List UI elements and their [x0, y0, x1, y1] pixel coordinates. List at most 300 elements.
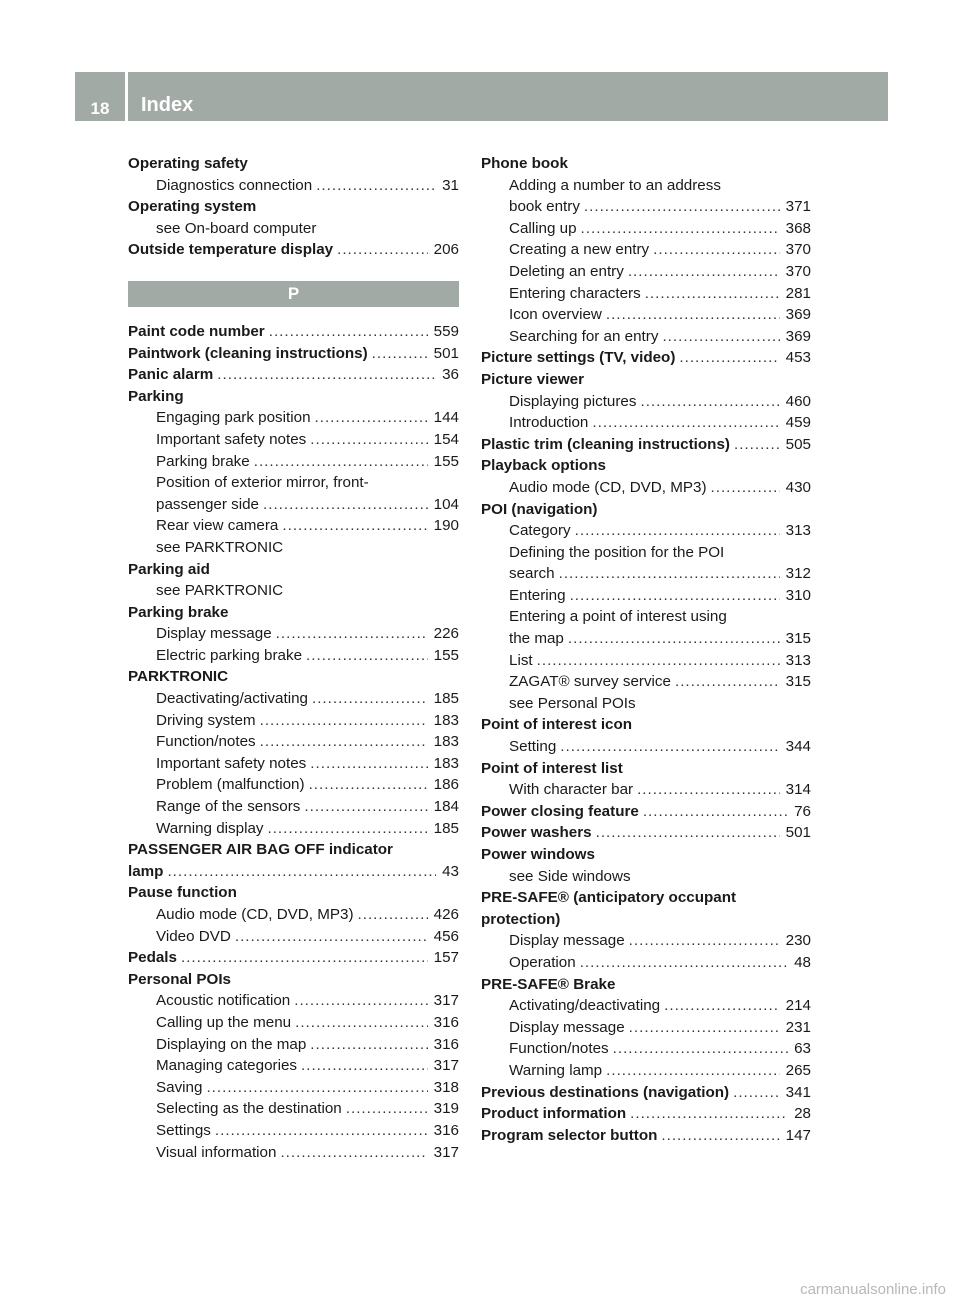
entry-label: see Personal POIs [509, 694, 636, 712]
page-ref: 154 [433, 430, 459, 448]
entry-label: Parking brake [156, 452, 250, 470]
page-ref: 460 [785, 392, 811, 410]
index-subentry [481, 304, 811, 326]
entry-label: book entry [509, 198, 580, 216]
entry-label: Diagnostics connection [156, 176, 313, 194]
entry-label: Calling up [509, 219, 577, 237]
entry-label: Pedals [128, 949, 177, 967]
index-subentry [128, 731, 459, 753]
entry-label: Display message [509, 1018, 625, 1036]
index-subentry [481, 391, 811, 413]
entry-label: Defining the position for the POI [509, 543, 725, 561]
entry-label: Program selector button [481, 1126, 658, 1144]
page-ref: 230 [785, 932, 811, 950]
dot-leader [312, 688, 428, 710]
entry-label: Audio mode (CD, DVD, MP3) [509, 478, 707, 496]
page-ref: 36 [442, 366, 459, 384]
page-ref: 344 [785, 738, 811, 756]
entry-label: Paintwork (cleaning instructions) [128, 344, 368, 362]
dot-leader [306, 645, 428, 667]
entry-label: Position of exterior mirror, front- [156, 474, 369, 492]
index-entry [128, 969, 459, 991]
entry-label: Electric parking brake [156, 646, 303, 664]
index-entry [128, 839, 459, 861]
dot-leader [734, 434, 780, 456]
index-entry [128, 666, 459, 688]
index-entry [481, 1082, 811, 1104]
entry-label: Function/notes [509, 1040, 609, 1058]
page-ref: 313 [785, 522, 811, 540]
entry-label: Visual information [156, 1143, 277, 1161]
entry-label: Entering a point of interest using [509, 608, 727, 626]
dot-leader [606, 1060, 780, 1082]
entry-label: Point of interest list [481, 759, 623, 777]
page-ref: 183 [433, 733, 459, 751]
index-subentry [481, 261, 811, 283]
index-entry [128, 364, 459, 386]
dot-leader [592, 412, 779, 434]
index-subentry [128, 218, 459, 240]
dot-leader [537, 650, 780, 672]
page-ref: 310 [785, 586, 811, 604]
index-subentry [128, 645, 459, 667]
index-subentry [481, 196, 811, 218]
entry-label: Deleting an entry [509, 262, 624, 280]
entry-label: Activating/deactivating [509, 997, 661, 1015]
entry-label: Product information [481, 1105, 627, 1123]
page-ref: 316 [433, 1013, 459, 1031]
entry-label: Paint code number [128, 322, 265, 340]
index-entry [128, 239, 459, 261]
entry-label: Picture viewer [481, 370, 584, 388]
page-ref: 315 [785, 673, 811, 691]
page-ref: 190 [433, 517, 459, 535]
entry-label: PASSENGER AIR BAG OFF indicator [128, 841, 393, 859]
index-subentry [481, 628, 811, 650]
index-subentry [481, 1038, 811, 1060]
index-subentry [481, 585, 811, 607]
index-subentry [128, 494, 459, 516]
dot-leader [580, 952, 788, 974]
dot-leader [301, 1055, 428, 1077]
entry-label: search [509, 565, 555, 583]
entry-label: PRE-SAFE® Brake [481, 975, 616, 993]
entry-label: Operating system [128, 198, 257, 216]
index-subentry [481, 239, 811, 261]
entry-label: Warning lamp [509, 1061, 603, 1079]
page-ref: 370 [785, 241, 811, 259]
entry-label: Range of the sensors [156, 798, 301, 816]
page-ref: 501 [785, 824, 811, 842]
page-ref: 316 [433, 1121, 459, 1139]
index-subentry [481, 175, 811, 197]
index-entry [128, 947, 459, 969]
entry-label: Important safety notes [156, 430, 307, 448]
entry-label: Warning display [156, 819, 264, 837]
left-entries-after-band [128, 321, 459, 1163]
entry-label: Displaying on the map [156, 1035, 307, 1053]
index-entry [128, 559, 459, 581]
index-subentry [128, 1077, 459, 1099]
dot-leader [629, 1017, 780, 1039]
page-ref: 185 [433, 690, 459, 708]
dot-leader [346, 1098, 428, 1120]
index-subentry [481, 952, 811, 974]
index-entry [128, 196, 459, 218]
dot-leader [575, 520, 780, 542]
entry-label: Important safety notes [156, 754, 307, 772]
index-subentry [128, 580, 459, 602]
index-subentry [481, 412, 811, 434]
entry-label: With character bar [509, 781, 634, 799]
entry-label: Plastic trim (cleaning instructions) [481, 435, 730, 453]
index-subentry [481, 283, 811, 305]
dot-leader [260, 710, 428, 732]
index-subentry [128, 796, 459, 818]
entry-label: Video DVD [156, 927, 231, 945]
index-subentry [481, 779, 811, 801]
index-column-left [128, 153, 459, 1163]
page-ref: 43 [442, 862, 459, 880]
entry-label: Driving system [156, 711, 256, 729]
index-entry [481, 801, 811, 823]
entry-label: Picture settings (TV, video) [481, 349, 676, 367]
entry-label: Panic alarm [128, 366, 214, 384]
watermark: carmanualsonline.info [800, 1281, 946, 1298]
dot-leader [568, 628, 780, 650]
dot-leader [217, 364, 436, 386]
index-subentry [481, 326, 811, 348]
entry-label: Acoustic notification [156, 992, 291, 1010]
entry-label: PRE-SAFE® (anticipatory occupant [481, 889, 737, 907]
index-entry [481, 822, 811, 844]
entry-label: see On-board computer [156, 219, 317, 237]
index-subentry [481, 995, 811, 1017]
dot-leader [310, 429, 427, 451]
entry-label: the map [509, 630, 564, 648]
index-subentry [128, 1055, 459, 1077]
entry-label: Creating a new entry [509, 241, 650, 259]
index-subentry [481, 563, 811, 585]
entry-label: Searching for an entry [509, 327, 659, 345]
page-ref: 312 [785, 565, 811, 583]
dot-leader [606, 304, 780, 326]
dot-leader [315, 407, 428, 429]
entry-label: Operation [509, 953, 576, 971]
index-entry [128, 386, 459, 408]
entry-label: protection) [481, 910, 561, 928]
entry-label: Power closing feature [481, 802, 639, 820]
dot-leader [570, 585, 780, 607]
entry-label: Parking aid [128, 560, 210, 578]
entry-label: Entering characters [509, 284, 641, 302]
index-entry [128, 882, 459, 904]
entry-label: Category [509, 522, 571, 540]
index-entry [128, 321, 459, 343]
entry-label: Previous destinations (navigation) [481, 1083, 730, 1101]
letter-band: P [128, 281, 459, 307]
dot-leader [653, 239, 780, 261]
entry-label: Engaging park position [156, 409, 311, 427]
index-subentry [481, 542, 811, 564]
page-ref: 369 [785, 327, 811, 345]
entry-label: passenger side [156, 495, 260, 513]
dot-leader [181, 947, 428, 969]
dot-leader [215, 1120, 428, 1142]
dot-leader [280, 1142, 427, 1164]
index-subentry [481, 1017, 811, 1039]
index-entry [481, 909, 811, 931]
page-ref: 430 [785, 478, 811, 496]
index-entry [128, 861, 459, 883]
dot-leader [267, 818, 427, 840]
page-ref: 214 [785, 997, 811, 1015]
index-subentry [481, 218, 811, 240]
dot-leader [637, 779, 780, 801]
index-subentry [128, 904, 459, 926]
index-subentry [128, 1012, 459, 1034]
dot-leader [664, 995, 780, 1017]
dot-leader [310, 753, 427, 775]
page-ref: 157 [433, 949, 459, 967]
entry-label: Outside temperature display [128, 241, 334, 259]
entry-label: Adding a number to an address [509, 176, 721, 194]
entry-label: see Side windows [509, 867, 631, 885]
page-ref: 206 [433, 241, 459, 259]
header-divider [125, 72, 128, 121]
index-subentry [481, 866, 811, 888]
page-ref: 459 [785, 414, 811, 432]
index-subentry [128, 688, 459, 710]
index-entry [481, 887, 811, 909]
entry-label: lamp [128, 862, 164, 880]
dot-leader [254, 451, 428, 473]
index-subentry [128, 1034, 459, 1056]
entry-label: Setting [509, 738, 557, 756]
page-ref: 155 [433, 646, 459, 664]
index-entry [481, 499, 811, 521]
index-subentry [481, 671, 811, 693]
index-subentry [481, 693, 811, 715]
page-ref: 426 [433, 906, 459, 923]
index-subentry [128, 407, 459, 429]
page-ref: 341 [785, 1083, 811, 1101]
entry-label: Selecting as the destination [156, 1100, 342, 1118]
dot-leader [679, 347, 779, 369]
page-ref: 319 [433, 1100, 459, 1118]
index-subentry [481, 520, 811, 542]
index-subentry [128, 175, 459, 197]
index-entry [481, 153, 811, 175]
index-entry [481, 974, 811, 996]
page-ref: 453 [785, 349, 811, 367]
entry-label: Point of interest icon [481, 716, 633, 734]
page-ref: 317 [433, 1143, 459, 1161]
dot-leader [645, 283, 780, 305]
index-entry [481, 1103, 811, 1125]
index-subentry [481, 606, 811, 628]
entry-label: Entering [509, 586, 566, 604]
dot-leader [263, 494, 428, 516]
index-subentry [128, 990, 459, 1012]
index-subentry [128, 1120, 459, 1142]
dot-leader [206, 1077, 427, 1099]
dot-leader [640, 391, 779, 413]
entry-label: Introduction [509, 414, 589, 432]
page-ref: 184 [433, 798, 459, 816]
index-subentry [128, 429, 459, 451]
dot-leader [372, 343, 428, 365]
entry-label: Audio mode (CD, DVD, MP3) [156, 906, 354, 923]
index-entry [481, 434, 811, 456]
entry-label: see PARKTRONIC [156, 582, 284, 600]
entry-label: Display message [156, 625, 272, 643]
page-ref: 63 [794, 1040, 811, 1058]
entry-label: PARKTRONIC [128, 668, 229, 686]
index-entry [481, 758, 811, 780]
page-ref: 144 [433, 409, 459, 427]
index-subentry [481, 650, 811, 672]
entry-label: Personal POIs [128, 970, 231, 988]
page-ref: 231 [785, 1018, 811, 1036]
dot-leader [559, 563, 780, 585]
page-ref: 370 [785, 262, 811, 280]
dot-leader [260, 731, 428, 753]
index-entry [481, 369, 811, 391]
dot-leader [581, 218, 780, 240]
dot-leader [282, 515, 427, 537]
page-ref: 316 [433, 1035, 459, 1053]
index-subentry [128, 623, 459, 645]
page-ref: 368 [785, 219, 811, 237]
dot-leader [662, 326, 779, 348]
entry-label: Parking [128, 387, 184, 405]
page-ref: 147 [785, 1126, 811, 1144]
dot-leader [711, 477, 780, 499]
entry-label: Power windows [481, 846, 595, 863]
index-entry [481, 455, 811, 477]
entry-label: Parking brake [128, 603, 229, 621]
entry-label: List [509, 651, 533, 669]
entry-label: Pause function [128, 884, 237, 902]
dot-leader [276, 623, 428, 645]
entry-label: Saving [156, 1078, 203, 1096]
index-subentry [128, 1142, 459, 1164]
index-entry [128, 602, 459, 624]
index-subentry [481, 1060, 811, 1082]
entry-label: Deactivating/activating [156, 690, 308, 708]
entry-label: Power washers [481, 824, 592, 842]
index-subentry [481, 477, 811, 499]
page-ref: 317 [433, 992, 459, 1010]
page-ref: 456 [433, 927, 459, 945]
dot-leader [358, 904, 428, 926]
dot-leader [584, 196, 780, 218]
dot-leader [310, 1034, 427, 1056]
entry-label: Displaying pictures [509, 392, 637, 410]
index-entry [481, 844, 811, 866]
page-ref: 48 [794, 953, 811, 971]
entry-label: Playback options [481, 457, 606, 475]
entry-label: Calling up the menu [156, 1013, 292, 1031]
page-ref: 315 [785, 630, 811, 648]
page-ref: 313 [785, 651, 811, 669]
index-subentry [128, 753, 459, 775]
dot-leader [167, 861, 436, 883]
dot-leader [560, 736, 779, 758]
index-subentry [128, 774, 459, 796]
dot-leader [304, 796, 427, 818]
dot-leader [596, 822, 780, 844]
page-ref: 226 [433, 625, 459, 643]
page-ref: 317 [433, 1057, 459, 1075]
page-ref: 265 [785, 1061, 811, 1079]
dot-leader [235, 926, 428, 948]
entry-label: ZAGAT® survey service [509, 673, 671, 691]
entry-label: Phone book [481, 155, 568, 172]
page-ref: 369 [785, 306, 811, 324]
entry-label: see PARKTRONIC [156, 538, 284, 556]
entry-label: Operating safety [128, 155, 248, 172]
dot-leader [733, 1082, 780, 1104]
dot-leader [629, 930, 780, 952]
dot-leader [295, 1012, 428, 1034]
page-ref: 281 [785, 284, 811, 302]
index-entry [481, 347, 811, 369]
index-entry [481, 1125, 811, 1147]
left-entries-before-band [128, 153, 459, 261]
entry-label: Icon overview [509, 306, 602, 324]
entry-label: Problem (malfunction) [156, 776, 305, 794]
right-entries [481, 153, 811, 1146]
dot-leader [613, 1038, 788, 1060]
index-column-right [481, 153, 811, 1146]
entry-label: Function/notes [156, 733, 256, 751]
page-ref: 505 [785, 435, 811, 453]
index-entry [128, 343, 459, 365]
entry-label: Rear view camera [156, 517, 279, 535]
entry-label: POI (navigation) [481, 500, 598, 518]
dot-leader [675, 671, 780, 693]
entry-label: Managing categories [156, 1057, 297, 1075]
index-subentry [481, 930, 811, 952]
entry-label: Display message [509, 932, 625, 950]
index-subentry [128, 537, 459, 559]
page-ref: 183 [433, 711, 459, 729]
page-number: 18 [90, 99, 110, 118]
page-ref: 28 [794, 1105, 811, 1123]
index-subentry [128, 451, 459, 473]
page-ref: 183 [433, 754, 459, 772]
page-ref: 31 [442, 176, 459, 194]
page-ref: 186 [433, 776, 459, 794]
dot-leader [269, 321, 428, 343]
index-subentry [128, 472, 459, 494]
page-ref: 501 [433, 344, 459, 362]
index-entry [128, 153, 459, 175]
page-header [75, 72, 888, 121]
page-ref: 314 [785, 781, 811, 799]
dot-leader [630, 1103, 788, 1125]
page-ref: 371 [785, 198, 811, 216]
page-ref: 185 [433, 819, 459, 837]
dot-leader [316, 175, 436, 197]
index-subentry [481, 736, 811, 758]
dot-leader [309, 774, 428, 796]
page-ref: 318 [433, 1078, 459, 1096]
section-title: Index [141, 94, 194, 116]
index-entry [481, 714, 811, 736]
